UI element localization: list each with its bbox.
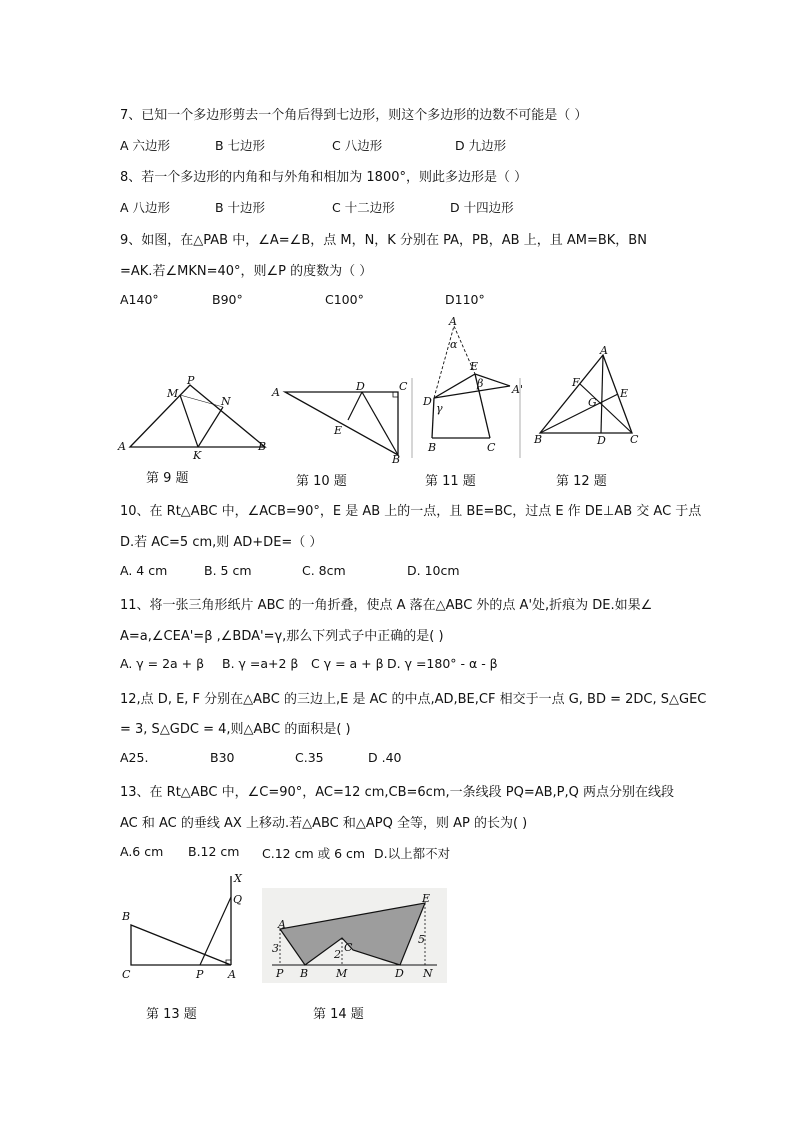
figure-9 — [115, 375, 275, 460]
fig9-triangle-pab — [130, 385, 265, 447]
q10-option-d: D. 10cm — [407, 563, 460, 578]
q7-text: 7、已知一个多边形剪去一个角后得到七边形，则这个多边形的边数不可能是（ ） — [120, 108, 588, 123]
q7-option-c: C 八边形 — [332, 138, 383, 153]
q11-option-b: B. γ =a+2 β — [222, 656, 299, 671]
q11-line-1: 11、将一张三角形纸片 ABC 的一角折叠，使点 A 落在△ABC 外的点 A'处,折痕为 DE.如果∠ — [120, 598, 653, 613]
fig10-label-e: E — [334, 424, 343, 437]
fig12-label-c: C — [630, 433, 639, 446]
fig12-caption: 第 12 题 — [556, 474, 607, 489]
fig11-label-d: D — [423, 395, 432, 408]
q12-line-1: 12,点 D, E, F 分别在△ABC 的三边上,E 是 AC 的中点,AD,BE,CF 相交于一点 G, BD = 2DC, S△GEC — [120, 692, 707, 707]
fig14-label-3: 3 — [272, 942, 279, 955]
fig13-label-q: Q — [233, 893, 243, 906]
fig9-caption: 第 9 题 — [146, 471, 189, 486]
fig13-label-a: A — [228, 968, 236, 981]
fig11-label-b: B — [428, 441, 437, 454]
fig12-label-e: E — [620, 387, 629, 400]
fig14-label-m: M — [336, 967, 348, 980]
fig10-segment-de — [348, 392, 362, 420]
fig10-caption: 第 10 题 — [296, 474, 347, 489]
fig13-segment-pq — [200, 897, 231, 965]
fig10-label-a: A — [272, 386, 280, 399]
fig14-label-c: C — [344, 941, 353, 954]
q8-text: 8、若一个多边形的内角和与外角和相加为 1800°，则此多边形是（ ） — [120, 170, 528, 185]
q9-line-2: =AK.若∠MKN=40°，则∠P 的度数为（ ） — [120, 264, 373, 279]
fig13-label-p: P — [196, 968, 204, 981]
fig9-label-p: P — [187, 374, 195, 387]
q10-line-1: 10、在 Rt△ABC 中，∠ACB=90°，E 是 AB 上的一点，且 BE=BC，过点 E 作 DE⊥AB 交 AC 于点 — [120, 504, 702, 519]
figure-14 — [262, 888, 447, 983]
q10-option-c: C. 8cm — [302, 563, 346, 578]
fig13-label-b: B — [122, 910, 131, 923]
fig11-label-gamma: γ — [436, 402, 443, 415]
fig12-label-g: G — [588, 396, 597, 409]
q10-line-2: D.若 AC=5 cm,则 AD+DE=（ ） — [120, 535, 323, 550]
fig11-label-e: E — [470, 360, 479, 373]
q12-line-2: = 3, S△GDC = 4,则△ABC 的面积是( ) — [120, 722, 351, 737]
fig12-triangle-abc — [540, 355, 632, 433]
fig11-label-a-prime: A' — [512, 383, 523, 396]
q7-option-b: B 七边形 — [215, 138, 266, 153]
fig9-label-a: A — [118, 440, 126, 453]
fig12-cevian-be — [540, 394, 618, 433]
q9-option-a: A140° — [120, 292, 159, 307]
fig9-label-n: N — [221, 395, 231, 408]
fig14-label-2: 2 — [334, 948, 341, 961]
fig14-label-a: A — [278, 918, 286, 931]
fig11-label-a: A — [449, 315, 457, 328]
q8-option-c: C 十二边形 — [332, 200, 395, 215]
q8-option-d: D 十四边形 — [450, 200, 514, 215]
fig9-segment-mn — [180, 395, 223, 407]
fig10-label-b: B — [392, 453, 401, 466]
fig11-dashed-fold — [434, 326, 475, 398]
figure-10 — [270, 378, 415, 466]
q11-line-2: A=a,∠CEA'=β ,∠BDA'=γ,那么下列式子中正确的是( ) — [120, 629, 444, 644]
fig14-label-p: P — [276, 967, 284, 980]
fig14-caption: 第 14 题 — [313, 1007, 364, 1022]
fig13-label-x: X — [234, 872, 242, 885]
fig10-label-c: C — [399, 380, 408, 393]
fig12-label-b: B — [534, 433, 543, 446]
q9-option-c: C100° — [325, 292, 364, 307]
q12-option-b: B30 — [210, 750, 235, 765]
fig11-label-c: C — [487, 441, 496, 454]
fig14-label-n: N — [423, 967, 433, 980]
q11-option-c: C γ = a + β — [311, 656, 384, 671]
fig13-label-c: C — [122, 968, 131, 981]
q9-option-b: B90° — [212, 292, 243, 307]
q13-line-1: 13、在 Rt△ABC 中，∠C=90°，AC=12 cm,CB=6cm,一条线段 PQ=AB,P,Q 两点分别在线段 — [120, 785, 674, 800]
q8-option-b: B 十边形 — [215, 200, 266, 215]
fig12-label-f: F — [572, 376, 580, 389]
q9-line-1: 9、如图，在△PAB 中，∠A=∠B，点 M，N，K 分别在 PA，PB，AB 上，且 AM=BK，BN — [120, 233, 647, 248]
fig9-label-k: K — [193, 449, 202, 462]
fig12-label-a: A — [600, 344, 608, 357]
fig14-label-d: D — [395, 967, 404, 980]
q13-option-d: D.以上都不对 — [374, 846, 451, 861]
q13-option-b: B.12 cm — [188, 844, 240, 859]
q8-option-a: A 八边形 — [120, 200, 171, 215]
fig11-label-alpha: α — [450, 338, 458, 351]
q7-option-a: A 六边形 — [120, 138, 171, 153]
fig9-segment-kn — [198, 407, 223, 447]
q9-option-d: D110° — [445, 292, 485, 307]
fig14-label-5: 5 — [418, 933, 425, 946]
q10-option-a: A. 4 cm — [120, 563, 168, 578]
fig9-label-b: B — [258, 440, 267, 453]
q12-option-d: D .40 — [368, 750, 402, 765]
q11-option-d: D. γ =180° - α - β — [387, 656, 498, 671]
q7-option-d: D 九边形 — [455, 138, 507, 153]
fig9-label-m: M — [167, 387, 179, 400]
fig11-side-bd — [432, 398, 434, 438]
figure-13 — [118, 870, 253, 985]
fig11-caption: 第 11 题 — [425, 474, 476, 489]
figure-11 — [420, 315, 543, 458]
q12-option-c: C.35 — [295, 750, 324, 765]
fig9-segment-mk — [180, 395, 198, 447]
q10-option-b: B. 5 cm — [204, 563, 252, 578]
fig13-caption: 第 13 题 — [146, 1007, 197, 1022]
q11-option-a: A. γ = 2a + β — [120, 656, 205, 671]
fig14-label-b: B — [300, 967, 309, 980]
q13-option-a: A.6 cm — [120, 844, 164, 859]
q12-option-a: A25. — [120, 750, 149, 765]
fig11-label-beta: β — [477, 377, 484, 390]
q13-option-c: C.12 cm 或 6 cm — [262, 846, 366, 861]
fig12-label-d: D — [597, 434, 606, 447]
q13-line-2: AC 和 AC 的垂线 AX 上移动.若△ABC 和△APQ 全等，则 AP 的长为( ) — [120, 816, 528, 831]
fig10-right-angle-c — [393, 392, 398, 397]
fig10-label-d: D — [356, 380, 365, 393]
fig14-label-e: E — [422, 892, 431, 905]
figure-12 — [530, 345, 660, 450]
fig12-cevian-ad — [601, 355, 603, 433]
